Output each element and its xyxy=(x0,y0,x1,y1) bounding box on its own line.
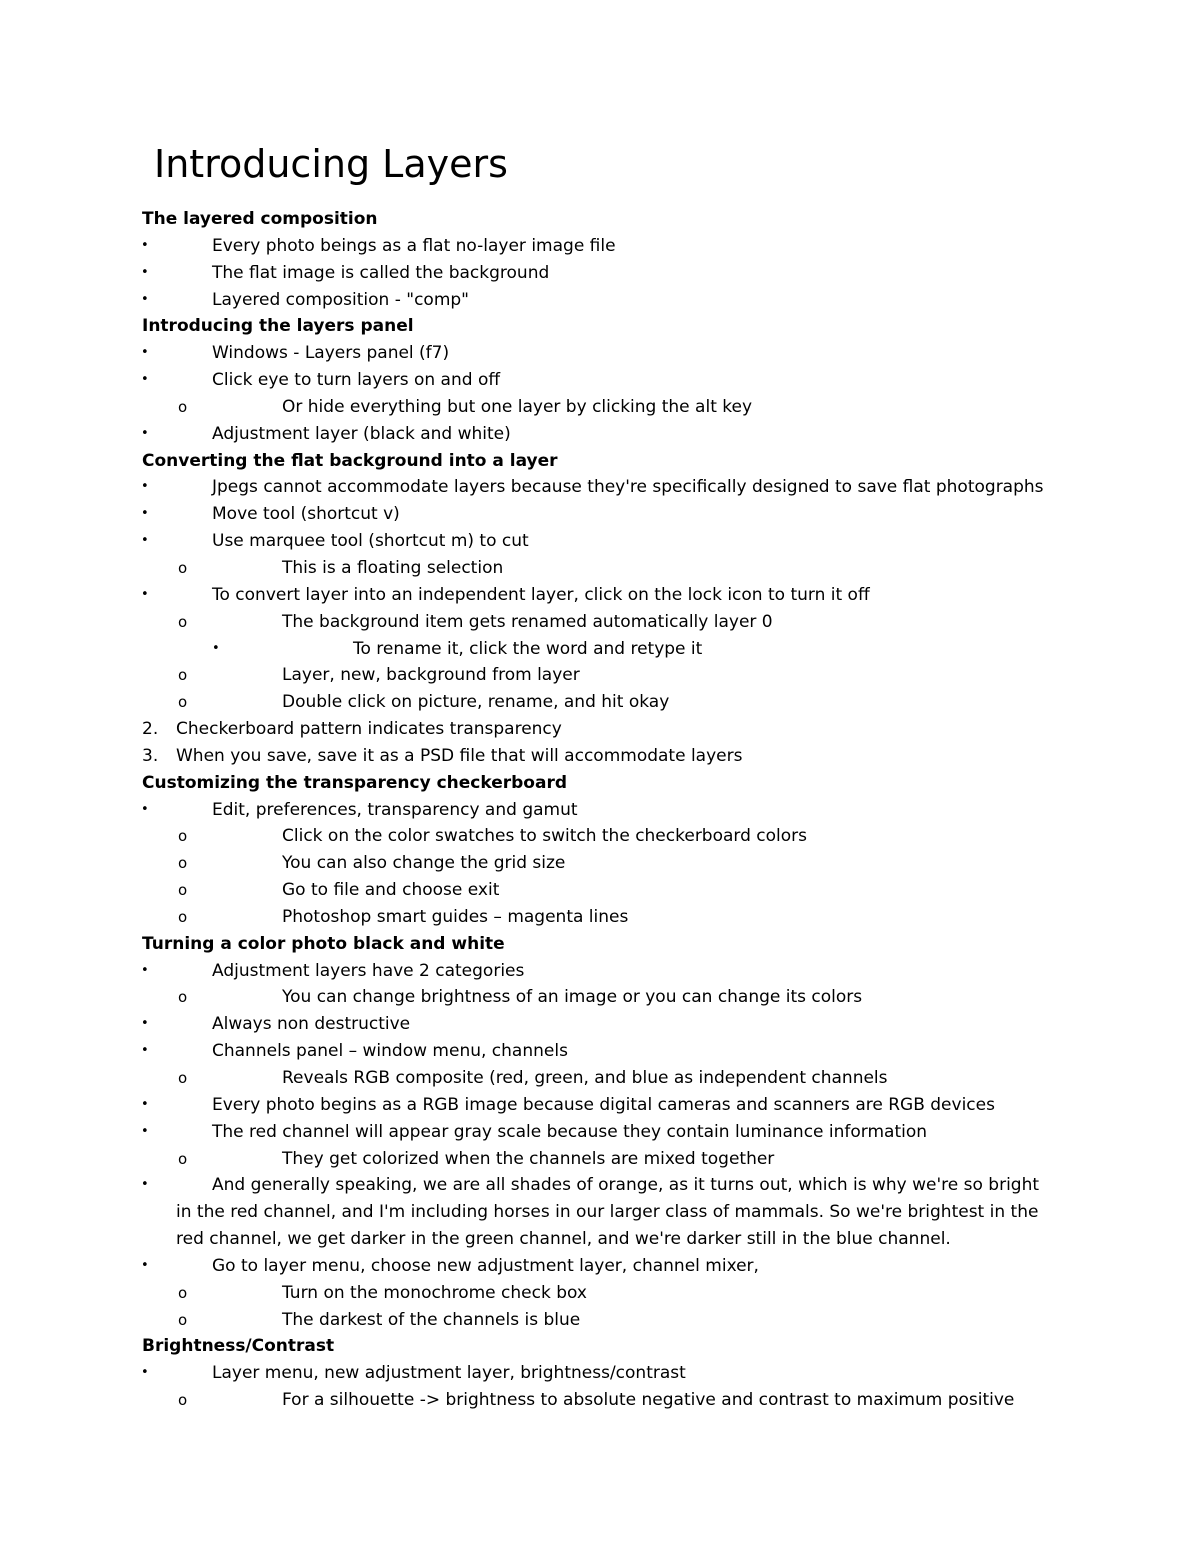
bullet-marker: • xyxy=(141,264,149,280)
bullet-marker: • xyxy=(141,533,149,549)
bullet-item xyxy=(0,1119,1200,1146)
bullet-item xyxy=(0,1253,1200,1280)
bullet-item xyxy=(0,1360,1200,1387)
bullet-item xyxy=(0,501,1200,528)
line-text: Click on the color swatches to switch the checkerboard colors xyxy=(282,826,808,847)
bullet-item xyxy=(0,287,1200,314)
bullet-marker: o xyxy=(178,1310,188,1329)
line-text: This is a floating selection xyxy=(282,557,504,578)
bullet-marker: • xyxy=(141,801,149,817)
bullet-marker: o xyxy=(178,1069,188,1087)
line-text: Customizing the transparency checkerboard xyxy=(142,772,567,793)
sub-sub-bullet-item xyxy=(0,636,1200,663)
sub-bullet-item xyxy=(0,823,1200,850)
bullet-marker: • xyxy=(141,1043,149,1059)
line-text: Go to layer menu, choose new adjustment layer, channel mixer, xyxy=(212,1255,759,1276)
line-text: To rename it, click the word and retype it xyxy=(353,638,703,659)
line-text: For a silhouette -> brightness to absolute negative and contrast to maximum positive xyxy=(282,1390,1015,1411)
section-heading xyxy=(0,206,1200,233)
bullet-marker: o xyxy=(178,854,188,873)
bullet-item xyxy=(0,474,1200,501)
bullet-marker: o xyxy=(178,693,188,712)
sub-bullet-item xyxy=(0,1280,1200,1307)
sub-bullet-item xyxy=(0,850,1200,877)
line-text: Turn on the monochrome check box xyxy=(282,1282,587,1303)
numbered-item xyxy=(0,743,1200,770)
bullet-item xyxy=(0,582,1200,609)
line-text: And generally speaking, we are all shades of orange, as it turns out, which is why we're so bright xyxy=(212,1175,1040,1196)
sub-bullet-item xyxy=(0,1065,1200,1092)
bullet-marker: • xyxy=(141,1016,149,1032)
bullet-item xyxy=(0,958,1200,985)
bullet-marker: o xyxy=(178,397,188,416)
line-text: Use marquee tool (shortcut m) to cut xyxy=(212,531,529,552)
bullet-item xyxy=(0,367,1200,394)
line-text: You can change brightness of an image or you can change its colors xyxy=(282,987,863,1008)
bullet-item xyxy=(0,1172,1200,1199)
bullet-marker: • xyxy=(141,962,149,978)
section-heading xyxy=(0,931,1200,958)
line-text: The background item gets renamed automatically layer 0 xyxy=(282,611,773,632)
line-text: in the red channel, and I'm including horses in our larger class of mammals. So we're brightest in the xyxy=(176,1202,1039,1223)
line-text: Channels panel – window menu, channels xyxy=(212,1041,568,1062)
sub-bullet-item xyxy=(0,984,1200,1011)
sub-bullet-item xyxy=(0,609,1200,636)
line-text: Move tool (shortcut v) xyxy=(212,504,400,525)
bullet-item xyxy=(0,260,1200,287)
line-text: Adjustment layers have 2 categories xyxy=(212,960,525,981)
bullet-item xyxy=(0,1038,1200,1065)
sub-bullet-item xyxy=(0,904,1200,931)
line-text: Click eye to turn layers on and off xyxy=(212,370,501,391)
bullet-marker: • xyxy=(141,479,149,495)
bullet-item xyxy=(0,1092,1200,1119)
bullet-item xyxy=(0,421,1200,448)
bullet-marker: o xyxy=(178,558,188,577)
sub-bullet-item xyxy=(0,877,1200,904)
bullet-marker: o xyxy=(178,827,188,846)
line-text: The flat image is called the background xyxy=(212,262,550,283)
line-text: You can also change the grid size xyxy=(282,853,566,874)
sub-bullet-item xyxy=(0,1307,1200,1334)
document-body xyxy=(0,206,1200,1414)
bullet-marker: • xyxy=(141,425,149,441)
bullet-marker: • xyxy=(141,237,149,253)
list-number: 3. xyxy=(142,745,159,766)
bullet-marker: • xyxy=(141,1257,149,1273)
line-text: Checkerboard pattern indicates transparency xyxy=(176,719,562,740)
section-heading xyxy=(0,770,1200,797)
bullet-marker: o xyxy=(178,612,188,631)
bullet-marker: • xyxy=(141,1123,149,1139)
bullet-item xyxy=(0,1011,1200,1038)
line-text: The darkest of the channels is blue xyxy=(282,1309,581,1330)
line-text: Photoshop smart guides – magenta lines xyxy=(282,906,629,927)
section-heading xyxy=(0,448,1200,475)
line-text: Layered composition - "comp" xyxy=(212,289,470,310)
bullet-marker: o xyxy=(178,666,188,685)
bullet-marker: o xyxy=(178,988,188,1007)
line-text: The layered composition xyxy=(142,209,378,229)
section-heading xyxy=(0,1333,1200,1360)
bullet-marker: • xyxy=(141,372,149,388)
line-text: Always non destructive xyxy=(212,1014,411,1035)
numbered-item xyxy=(0,716,1200,743)
bullet-marker: o xyxy=(178,1283,188,1302)
bullet-marker: • xyxy=(212,640,220,656)
sub-bullet-item xyxy=(0,555,1200,582)
line-text: red channel, we get darker in the green channel, and we're darker still in the blue channel. xyxy=(176,1229,951,1250)
line-text: Windows - Layers panel (f7) xyxy=(212,343,450,364)
line-text: Turning a color photo black and white xyxy=(142,933,505,954)
line-text: Layer, new, background from layer xyxy=(282,665,580,686)
document-title: Introducing Layers xyxy=(154,142,508,186)
line-text: They get colorized when the channels are mixed together xyxy=(282,1148,775,1169)
line-text: Adjustment layer (black and white) xyxy=(212,423,511,444)
bullet-item xyxy=(0,340,1200,367)
bullet-marker: • xyxy=(141,506,149,522)
line-text: Edit, preferences, transparency and gamut xyxy=(212,799,578,820)
sub-bullet-item xyxy=(0,1387,1200,1414)
line-text: Double click on picture, rename, and hit okay xyxy=(282,692,670,713)
bullet-marker: o xyxy=(178,1149,188,1168)
bullet-item xyxy=(0,233,1200,260)
line-text: Go to file and choose exit xyxy=(282,880,500,901)
line-text: Converting the flat background into a layer xyxy=(142,450,558,471)
bullet-marker: • xyxy=(141,1365,149,1381)
line-text: Jpegs cannot accommodate layers because they're specifically designed to save flat photographs xyxy=(212,477,1044,498)
line-text: Introducing the layers panel xyxy=(142,316,414,337)
line-text: When you save, save it as a PSD file that will accommodate layers xyxy=(176,745,743,766)
sub-bullet-item xyxy=(0,394,1200,421)
bullet-continuation xyxy=(0,1199,1200,1226)
bullet-marker: o xyxy=(178,881,188,900)
bullet-marker: o xyxy=(178,907,188,926)
sub-bullet-item xyxy=(0,662,1200,689)
bullet-marker: • xyxy=(141,1096,149,1112)
line-text: Reveals RGB composite (red, green, and blue as independent channels xyxy=(282,1068,888,1088)
bullet-continuation xyxy=(0,1226,1200,1253)
bullet-marker: • xyxy=(141,345,149,361)
line-text: Brightness/Contrast xyxy=(142,1336,335,1357)
line-text: Layer menu, new adjustment layer, brightness/contrast xyxy=(212,1363,686,1384)
line-text: The red channel will appear gray scale because they contain luminance information xyxy=(212,1121,928,1142)
bullet-marker: o xyxy=(178,1391,188,1410)
sub-bullet-item xyxy=(0,689,1200,716)
line-text: Every photo beings as a flat no-layer image file xyxy=(212,235,616,256)
bullet-item xyxy=(0,797,1200,824)
section-heading xyxy=(0,313,1200,340)
line-text: Every photo begins as a RGB image because digital cameras and scanners are RGB devices xyxy=(212,1094,995,1115)
sub-bullet-item xyxy=(0,1146,1200,1173)
line-text: To convert layer into an independent layer, click on the lock icon to turn it off xyxy=(212,584,870,605)
bullet-marker: • xyxy=(141,291,149,307)
bullet-item xyxy=(0,528,1200,555)
bullet-marker: • xyxy=(141,586,149,602)
bullet-marker: • xyxy=(141,1177,149,1193)
line-text: Or hide everything but one layer by clicking the alt key xyxy=(282,396,753,417)
list-number: 2. xyxy=(142,719,159,740)
